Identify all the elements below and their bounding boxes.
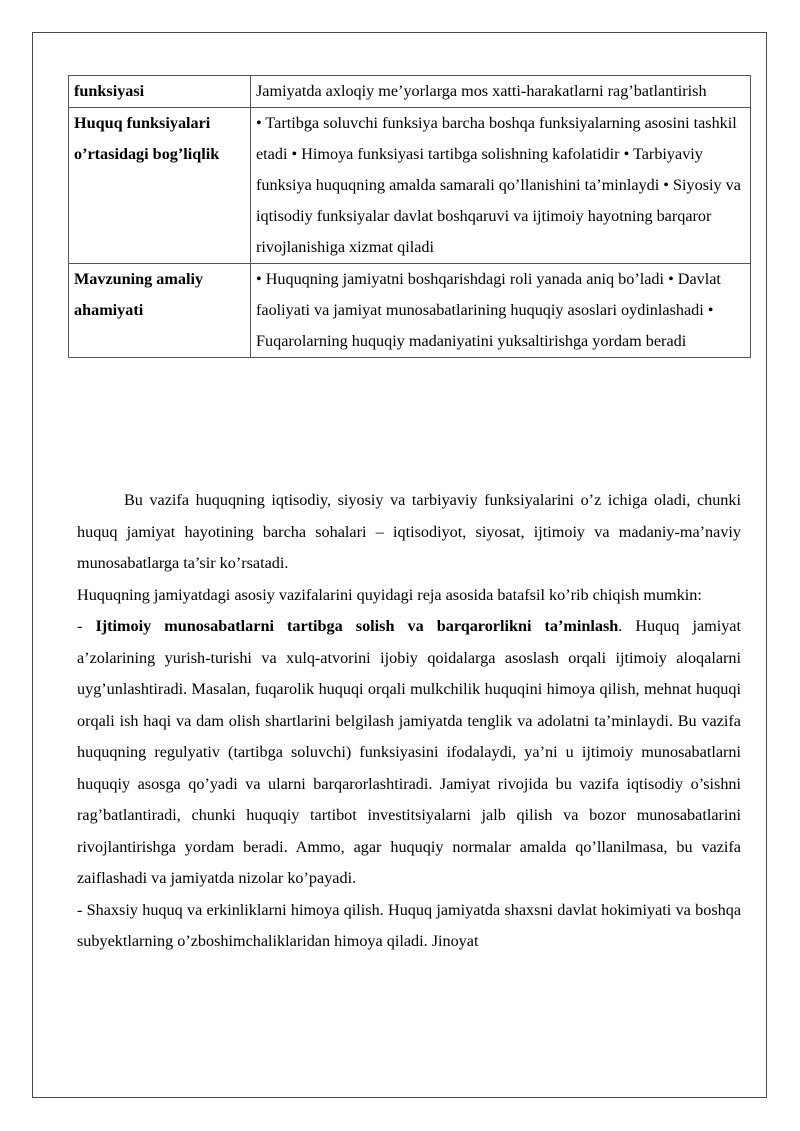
row-content: • Tartibga soluvchi funksiya barcha boshqa funksiyalarning asosini tashkil etadi • Himoya funksiyasi tartibga solishning kafolatidir • Tarbiyaviy funksiya huquqning amalda samarali qo’llanishini ta’minlaydi • Siyosiy va iqtisodiy funksiyalar davlat boshqaruvi va ijtimoiy hayotning barqaror rivojlanishiga xizmat qiladi	[251, 108, 751, 264]
row-label: funksiyasi	[69, 76, 251, 108]
bold-heading: Ijtimoiy munosabatlarni tartibga solish va barqarorlikni ta’minlash	[95, 617, 619, 635]
table-row	[69, 264, 751, 358]
body-text	[77, 485, 741, 958]
table-row	[69, 76, 751, 108]
functions-table	[68, 75, 751, 358]
row-label: Huquq funksiyalari o’rtasidagi bog’liqlik	[69, 108, 251, 264]
paragraph-text: . Huquq jamiyat a’zolarining yurish-turishi va xulq-atvorini ijobiy qoidalarga asoslash orqali ijtimoiy aloqalarni uyg’unlashtiradi. Masalan, fuqarolik huquqi orqali mulkchilik huquqini himoya qilish, mehnat huquqi orqali ish haqi va dam olish shartlarini belgilash jamiyatda tenglik va adolatni ta’minlaydi. Bu vazifa huquqning regulyativ (tartibga soluvchi) funksiyasini ifodalaydi, ya’ni u ijtimoiy munosabatlarni huquqiy asosga qo’yadi va ularni barqarorlashtiradi. Jamiyat rivojida bu vazifa iqtisodiy o’sishni rag’batlantiradi, chunki huquqiy tartibot investitsiyalarni jalb qilish va bozor munosabatlarini rivojlantirishga yordam beradi. Ammo, agar huquqiy normalar amalda qo’llanilmasa, bu vazifa zaiflashadi va jamiyatda nizolar ko’payadi.	[77, 617, 741, 887]
row-content: • Huquqning jamiyatni boshqarishdagi roli yanada aniq bo’ladi • Davlat faoliyati va jamiyat munosabatlarining huquqiy asoslari oydinlashadi • Fuqarolarning huquqiy madaniyatini yuksaltirishga yordam beradi	[251, 264, 751, 358]
paragraph	[77, 611, 741, 895]
row-content: Jamiyatda axloqiy me’yorlarga mos xatti-harakatlarni rag’batlantirish	[251, 76, 751, 108]
paragraph: - Shaxsiy huquq va erkinliklarni himoya qilish. Huquq jamiyatda shaxsni davlat hokimiyati va boshqa subyektlarning o’zboshimchaliklaridan himoya qiladi. Jinoyat	[77, 900, 741, 950]
paragraph: Huquqning jamiyatdagi asosiy vazifalarini quyidagi reja asosida batafsil ko’rib chiqish mumkin:	[77, 585, 702, 604]
list-dash: -	[77, 617, 96, 635]
row-label: Mavzuning amaliy ahamiyati	[69, 264, 251, 358]
table-row	[69, 108, 751, 264]
paragraph: Bu vazifa huquqning iqtisodiy, siyosiy va tarbiyaviy funksiyalarini o’z ichiga oladi, chunki huquq jamiyat hayotining barcha sohalari – iqtisodiyot, siyosat, ijtimoiy va madaniy-ma’naviy munosabatlarga ta’sir ko’rsatadi.	[77, 491, 741, 572]
